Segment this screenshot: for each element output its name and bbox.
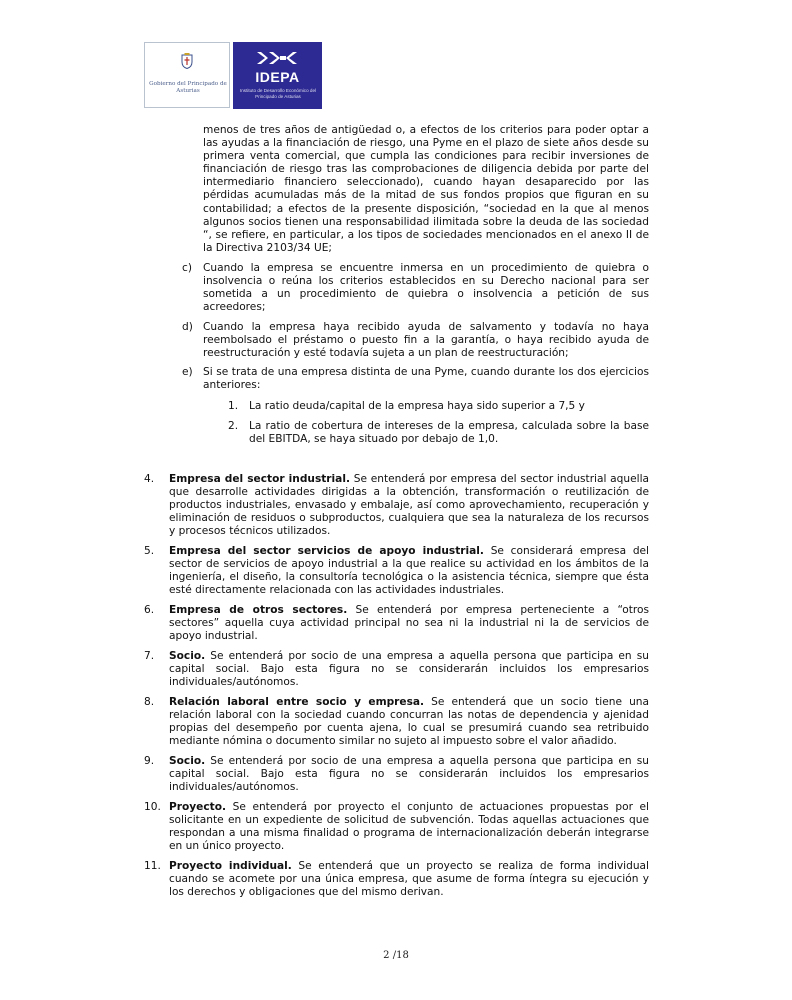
definition-item — [169, 604, 649, 643]
definition-number: 6. — [144, 604, 155, 616]
sub-item-label: d) — [182, 321, 193, 333]
numbered-sub-text: La ratio deuda/capital de la empresa haya sido superior a 7,5 y — [249, 400, 585, 412]
gobierno-asturias-logo — [144, 42, 230, 108]
page-header — [144, 42, 322, 110]
definition-term: Empresa del sector industrial. — [169, 473, 350, 485]
definition-number: 7. — [144, 650, 155, 662]
crest-icon — [181, 53, 193, 69]
definition-text: Se considerará empresa del sector de servicios de apoyo industrial a la que realice su actividad en los ámbitos de la ingeniería, el diseño, la consultoría tecnológica o la asistencia técnica, siempre que ésta esté directamente relacionada con las actividades industriales. — [169, 545, 650, 597]
definition-number: 5. — [144, 545, 155, 557]
definition-term: Empresa de otros sectores. — [169, 604, 348, 616]
definition-term: Relación laboral entre socio y empresa. — [169, 696, 425, 708]
numbered-sub-text: La ratio de cobertura de intereses de la empresa, calculada sobre la base del EBITDA, se haya situado por debajo de 1,0. — [249, 420, 649, 446]
gobierno-logo-text: Gobierno del Principado de Asturias — [149, 81, 227, 94]
definition-term: Socio. — [169, 650, 206, 662]
definition-text: Se entenderá que un socio tiene una relación laboral con la sociedad cuando concurran las notas de dependencia y ajenidad propias del desempeño por cuenta ajena, lo cual se presumirá cuando sea retribuido mediante nómina o documento similar no sujeto al impuesto sobre el valor añadido. — [169, 696, 649, 748]
definition-number: 9. — [144, 755, 155, 767]
definition-item — [169, 545, 649, 597]
definition-item — [169, 473, 649, 538]
sub-item-text: Si se trata de una empresa distinta de una Pyme, cuando durante los dos ejercicios anteriores: — [203, 366, 649, 392]
definition-item — [169, 755, 649, 794]
definition-item — [169, 696, 649, 748]
definition-number: 8. — [144, 696, 155, 708]
definition-text: Se entenderá por empresa perteneciente a “otros sectores” aquella cuya actividad principal no sea ni la industrial ni la de servicios de apoyo industrial. — [169, 604, 650, 643]
idepa-logo — [233, 42, 322, 109]
numbered-sub-label: 1. — [228, 400, 239, 412]
definition-item — [169, 650, 649, 689]
definition-item — [169, 801, 649, 853]
definition-text: Se entenderá que un proyecto se realiza de forma individual cuando se acomete por una única empresa, que asume de forma íntegra su ejecución y los derechos y obligaciones que del mismo derivan. — [169, 860, 649, 899]
definition-term: Proyecto individual. — [169, 860, 292, 872]
definition-text: Se entenderá por proyecto el conjunto de actuaciones propuestas por el solicitante en un expediente de solicitud de subvención. Todas aquellas actuaciones que respondan a una misma finalidad o programa de internacionalización deberán integrarse en un único proyecto. — [169, 801, 649, 853]
sub-item-label: c) — [182, 262, 192, 274]
definition-text: Se entenderá por socio de una empresa a aquella persona que participa en su capital social. Bajo esta figura no se considerarán incluidos los empresarios individuales/autónomos. — [169, 650, 649, 689]
idepa-name: IDEPA — [255, 69, 300, 85]
sub-item-label: e) — [182, 366, 193, 378]
idepa-mark-icon — [255, 48, 299, 68]
definition-term: Empresa del sector servicios de apoyo industrial. — [169, 545, 484, 557]
continuation-paragraph: menos de tres años de antigüedad o, a efectos de los criterios para poder optar a las ayudas a la financiación de riesgo, una Pyme en el plazo de siete años desde su primera venta comercial, que cumpla las condiciones para recibir inversiones de financiación de riesgo tras las comprobaciones de diligencia debida por parte del intermediario financiero seleccionado), cuando hayan desaparecido por las pérdidas acumuladas más de la mitad de sus fondos propios que figuran en su contabilidad; a efectos de la presente disposición, “sociedad en la que al menos algunos socios tienen una responsabilidad ilimitada sobre la deuda de las sociedad “, se refiere, en particular, a los tipos de sociedades mencionados en el anexo II de la Directiva 2103/34 UE; — [203, 124, 649, 254]
definition-number: 11. — [144, 860, 161, 872]
definition-text: Se entenderá por empresa del sector industrial aquella que desarrolle actividades dirigidas a la obtención, transformación o reutilización de productos industriales, envasado y embalaje, así como aprovechamiento, recuperación y eliminación de residuos o subproductos, cualquiera que sea la naturaleza de los recursos y procesos técnicos utilizados. — [169, 473, 650, 538]
definition-text: Se entenderá por socio de una empresa a aquella persona que participa en su capital social. Bajo esta figura no se considerarán incluidos los empresarios individuales/autónomos. — [169, 755, 649, 794]
sub-item-text: Cuando la empresa haya recibido ayuda de salvamento y todavía no haya reembolsado el préstamo o puesto fin a la garantía, o haya recibido ayuda de reestructuración y esté todavía sujeta a un plan de reestructuración; — [203, 321, 649, 360]
sub-item-text: Cuando la empresa se encuentre inmersa en un procedimiento de quiebra o insolvencia o reúna los criterios establecidos en su Derecho nacional para ser sometida a un procedimiento de quiebra o insolvencia a petición de sus acreedores; — [203, 262, 649, 314]
definition-term: Socio. — [169, 755, 206, 767]
definition-number: 4. — [144, 473, 155, 485]
definition-item — [169, 860, 649, 899]
idepa-subtitle: Instituto de Desarrollo Económico del Principado de Asturias — [239, 88, 317, 99]
page-number: 2 /18 — [383, 950, 409, 961]
definition-number: 10. — [144, 801, 161, 813]
numbered-sub-label: 2. — [228, 420, 239, 432]
definition-term: Proyecto. — [169, 801, 227, 813]
